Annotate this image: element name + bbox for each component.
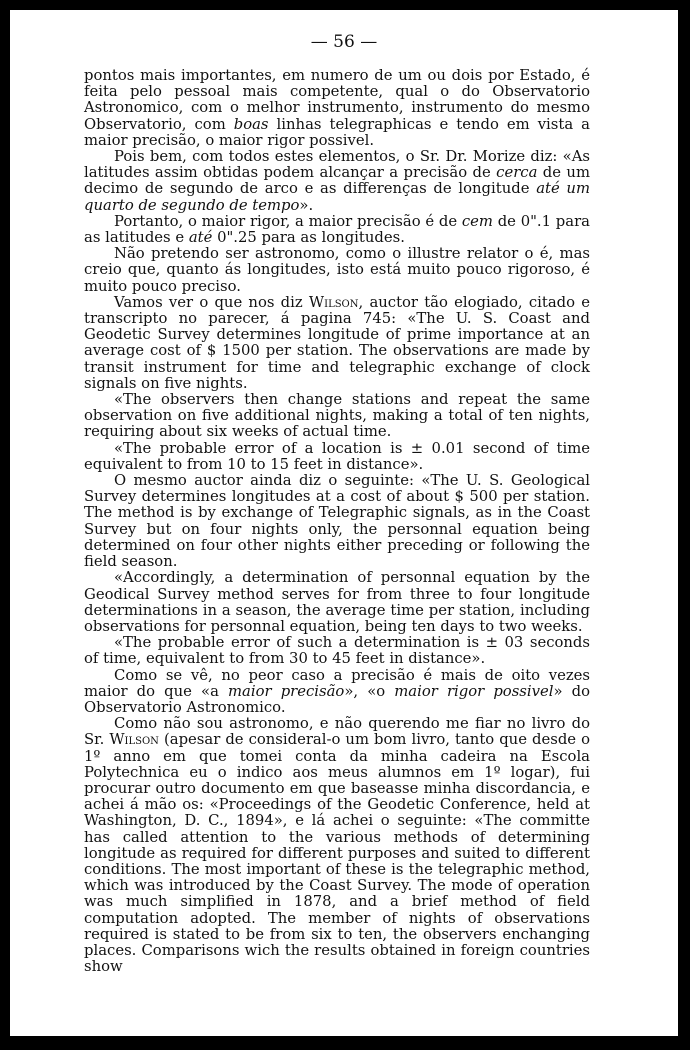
text-segment: pontos mais importantes, em numero de um ou dois por Estado, é feita pelo pessoal mais competente, qual o do Observatorio Astronomico, com o melhor instrumento, instrumento do mesmo Observatorio, com (84, 67, 590, 133)
body-text (84, 68, 590, 975)
text-segment: «The probable error of a location is ± 0.01 second of time equivalent to from 10 to 15 feet in distance». (84, 439, 590, 473)
paragraph (84, 473, 590, 570)
paragraph (84, 214, 590, 246)
document-page (10, 10, 678, 1036)
paragraph (84, 668, 590, 717)
paragraph (84, 149, 590, 214)
paragraph (84, 68, 590, 149)
text-segment: Portanto, o maior rigor, a maior precisão é de (114, 212, 462, 230)
italic-text: cerca (496, 164, 538, 182)
text-segment: de um decimo de segundo de arco e as differenças de longitude (84, 164, 590, 198)
paragraph (84, 392, 590, 441)
paragraph (84, 246, 590, 295)
paragraph (84, 635, 590, 667)
text-segment: «The observers then change stations and repeat the same observation on five additional nights, making a total of ten nights, requiring about six weeks of actual time. (84, 391, 590, 441)
text-segment: linhas telegraphicas e tendo em vista a maior precisão, o maior rigor possivel. (84, 115, 590, 149)
paragraph (84, 295, 590, 392)
paragraph (84, 716, 590, 975)
paragraph (84, 570, 590, 635)
page-number: — 56 — (310, 32, 378, 52)
italic-text: cem (461, 212, 493, 230)
text-segment: » do Observatorio Astronomico. (84, 682, 591, 716)
text-segment: (apesar de consideral-o um bom livro, tanto que desde o 1º anno em que tomei conta da minha cadeira na Escola Polytechnica eu o indico aos meus alumnos em 1º logar), fui procurar outro documento em que baseasse minha discordancia, e achei á mão os: «Proceedings of the Geodetic Conference, held at Washington, D. C., 1894», e lá achei o seguinte: «The committe has called attention to the various methods of determining longitude as required for different purposes and suited to different conditions. The most important of these is the telegraphic method, which was introduced by the Coast Survey. The mode of operation was much simplified in 1878, and a brief method of field computation adopted. The member of nights of observations required is stated to be from six to ten, the observers enchanging places. Comparisons wich the results obtained in foreign countries show (84, 731, 590, 976)
text-segment: Pois bem, com todos estes elementos, o Sr. Dr. Morize diz: «As latitudes assim obtidas podem alcançar a precisão de (84, 148, 590, 182)
text-segment: «Accordingly, a determination of personnal equation by the Geodical Survey method serves for from three to four longitude determinations in a season, the average time per station, including observations for personnal equation, being ten days to two weeks. (84, 569, 590, 635)
paragraph (84, 441, 590, 473)
italic-text: até (188, 229, 213, 247)
text-segment: Vamos ver o que nos diz (114, 293, 309, 311)
text-segment: «The probable error of such a determination is ± 03 seconds of time, equivalent to from 30 to 45 feet in distance». (84, 634, 590, 668)
text-segment: Como não sou astronomo, e não querendo me fiar no livro do Sr. (84, 715, 590, 749)
text-segment: », «o (344, 682, 395, 700)
smallcaps-text: Wilson (308, 293, 359, 311)
smallcaps-text: Wilson (109, 731, 159, 749)
italic-text: maior rigor possivel (394, 682, 554, 700)
text-segment: ». (299, 196, 314, 214)
text-segment: Não pretendo ser astronomo, como o illustre relator o é, mas creio que, quanto ás longitudes, isto está muito pouco rigoroso, é muito pouco preciso. (84, 245, 590, 295)
italic-text: maior precisão (228, 682, 345, 700)
text-segment: Como se vê, no peor caso a precisão é mais de oito vezes maior do que «a (84, 666, 590, 700)
text-segment: , auctor tão elogiado, citado e transcripto no parecer, á pagina 745: «The U. S. Coast and Geodetic Survey determines longitude of prime importance at an average cost of $ 1500 per station. The observations are made by transit instrument for time and telegraphic exchange of clock signals on five nights. (84, 293, 590, 392)
italic-text: boas (233, 115, 269, 133)
text-segment: 0".25 para as longitudes. (212, 229, 405, 247)
italic-text: até um quarto de segundo de tempo (84, 180, 590, 214)
text-segment: de 0".1 para as latitudes e (84, 212, 590, 247)
text-segment: O mesmo auctor ainda diz o seguinte: «The U. S. Geological Survey determines longitudes at a cost of about $ 500 per station. The method is by exchange of Telegraphic signals, as in the Coast Survey but on four nights only, the personnal equation being determined on four other nights either preceding or following the field season. (84, 472, 590, 571)
